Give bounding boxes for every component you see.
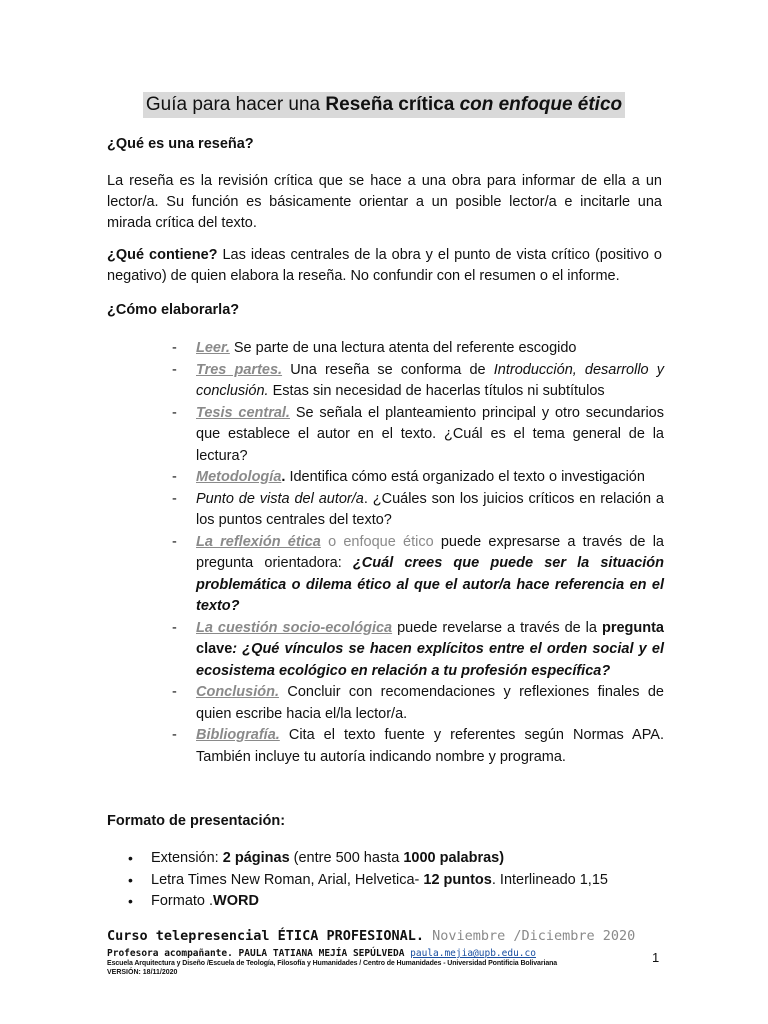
- item-question: : ¿Qué vínculos se hacen explícitos entre el orden social y el ecosistema ecológico en relación a tu profesión específica?: [196, 641, 664, 679]
- item-text: puede expresarse a través de la pregunta orientadora:: [196, 533, 664, 571]
- bullet-item: [128, 848, 608, 870]
- list-item: [172, 489, 664, 532]
- bullet-bold: 12 puntos: [423, 871, 492, 888]
- format-list: [128, 848, 608, 913]
- paragraph-contents: [107, 245, 662, 287]
- contents-text: Las ideas centrales de la obra y el punto de vista crítico (positivo o negativo) de quien elabora la reseña. No confundir con el resumen o el informe.: [107, 247, 662, 284]
- bullet-text-2: . Interlineado 1,15: [491, 871, 608, 888]
- footer-course-line: [107, 928, 635, 944]
- item-term: Tesis central.: [196, 404, 290, 421]
- heading-como-elaborar: ¿Cómo elaborarla?: [107, 302, 240, 318]
- item-text: Concluir con recomendaciones y reflexiones finales de quien escribe hacia el/la lector/a.: [196, 684, 664, 722]
- footer-teacher: Profesora acompañante. PAULA TATIANA MEJÍA SEPÚLVEDA: [107, 948, 411, 959]
- list-item: [172, 532, 664, 618]
- item-text: Cita el texto fuente y referentes según Normas APA. También incluye tu autoría indicando nombre y programa.: [196, 727, 664, 765]
- list-item: [172, 360, 664, 403]
- title-prefix: Guía para hacer una: [145, 94, 326, 115]
- item-text: . ¿Cuáles son los juicios críticos en relación a los puntos centrales del texto?: [196, 490, 664, 528]
- item-text: Identifica cómo está organizado el texto o investigación: [285, 469, 645, 485]
- item-term: Conclusión.: [196, 684, 279, 700]
- footer-email-link[interactable]: paula.mejia@upb.edu.co: [410, 948, 536, 959]
- bullet-bold: 2 páginas: [222, 850, 290, 866]
- heading-que-es: ¿Qué es una reseña?: [107, 136, 254, 152]
- item-text: puede revelarse a través de la: [392, 619, 602, 636]
- bullet-text: Extensión:: [151, 850, 223, 866]
- dash-marker: -: [172, 533, 177, 550]
- bullet-text: Letra Times New Roman, Arial, Helvetica-: [151, 871, 424, 888]
- page-title: [143, 92, 625, 118]
- bullet-text: Formato .: [151, 893, 214, 909]
- item-text: Una reseña se conforma de: [282, 361, 494, 378]
- contents-label: ¿Qué contiene?: [107, 247, 218, 263]
- paragraph-definition: La reseña es la revisión crítica que se hace a una obra para informar de ella a un lector/a. Su función es básicamente orientar a un posible lector/a e incitarle una mirada crítica del texto.: [107, 173, 662, 231]
- dash-marker: -: [172, 340, 177, 356]
- footer-course: Curso telepresencial ÉTICA PROFESIONAL.: [107, 928, 424, 944]
- footer-teacher-line: [107, 948, 536, 959]
- item-text: Se parte de una lectura atenta del referente escogido: [229, 340, 577, 356]
- dash-marker: -: [172, 727, 177, 743]
- item-italic: Punto de vista del autor/a: [196, 490, 364, 507]
- item-term: Metodología: [196, 469, 282, 485]
- item-text-2: Estas sin necesidad de hacerlas títulos ni subtítulos: [268, 383, 605, 399]
- item-term: La cuestión socio-ecológica: [196, 619, 393, 636]
- item-grey: o enfoque ético: [320, 533, 434, 550]
- item-text: Se señala el planteamiento principal y otro secundarios que establece el autor en el texto. ¿Cuál es el tema general de la lectura?: [196, 404, 664, 464]
- item-dot: .: [281, 469, 286, 485]
- item-question: ¿Cuál crees que puede ser la situación problemática o dilema ético al que el autor/a hace referencia en el texto?: [196, 555, 665, 614]
- dash-marker: -: [172, 490, 177, 507]
- list-item: [172, 618, 664, 683]
- bullet-item: [128, 870, 608, 892]
- list-item: [172, 467, 664, 489]
- title-wrap: [0, 92, 768, 118]
- dash-marker: -: [172, 684, 177, 700]
- item-term: Tres partes.: [196, 361, 283, 378]
- list-item: [172, 725, 664, 768]
- bullet-bold-2: 1000 palabras): [403, 850, 505, 866]
- item-term: La reflexión ética: [196, 533, 321, 550]
- dash-marker: -: [172, 619, 177, 636]
- bullet-item: [128, 891, 608, 913]
- list-item: [172, 338, 664, 360]
- title-italic: con enfoque ético: [459, 94, 623, 115]
- dash-marker: -: [172, 404, 177, 421]
- steps-list: [172, 338, 664, 768]
- list-item: [172, 682, 664, 725]
- item-term: Leer.: [196, 340, 230, 356]
- item-italic: Introducción, desarrollo y conclusión.: [196, 361, 664, 399]
- dash-marker: -: [172, 469, 177, 485]
- item-term: Bibliografía.: [196, 727, 280, 743]
- list-item: [172, 403, 664, 468]
- footer-version: VERSIÓN: 18/11/2020: [107, 969, 178, 976]
- heading-formato: Formato de presentación:: [107, 813, 286, 829]
- footer-schools: Escuela Arquitectura y Diseño /Escuela de Teología, Filosofía y Humanidades / Centro de Humanidades - Universidad Pontificia Bolivariana: [107, 960, 558, 967]
- dash-marker: -: [172, 361, 177, 378]
- footer-date: Noviembre /Diciembre 2020: [423, 928, 636, 944]
- bullet-bold: WORD: [213, 893, 259, 909]
- bullet-text-2: (entre 500 hasta: [289, 850, 404, 866]
- page-number: 1: [652, 950, 660, 965]
- title-bold: Reseña crítica: [325, 94, 460, 115]
- item-bold: pregunta clave: [196, 619, 664, 657]
